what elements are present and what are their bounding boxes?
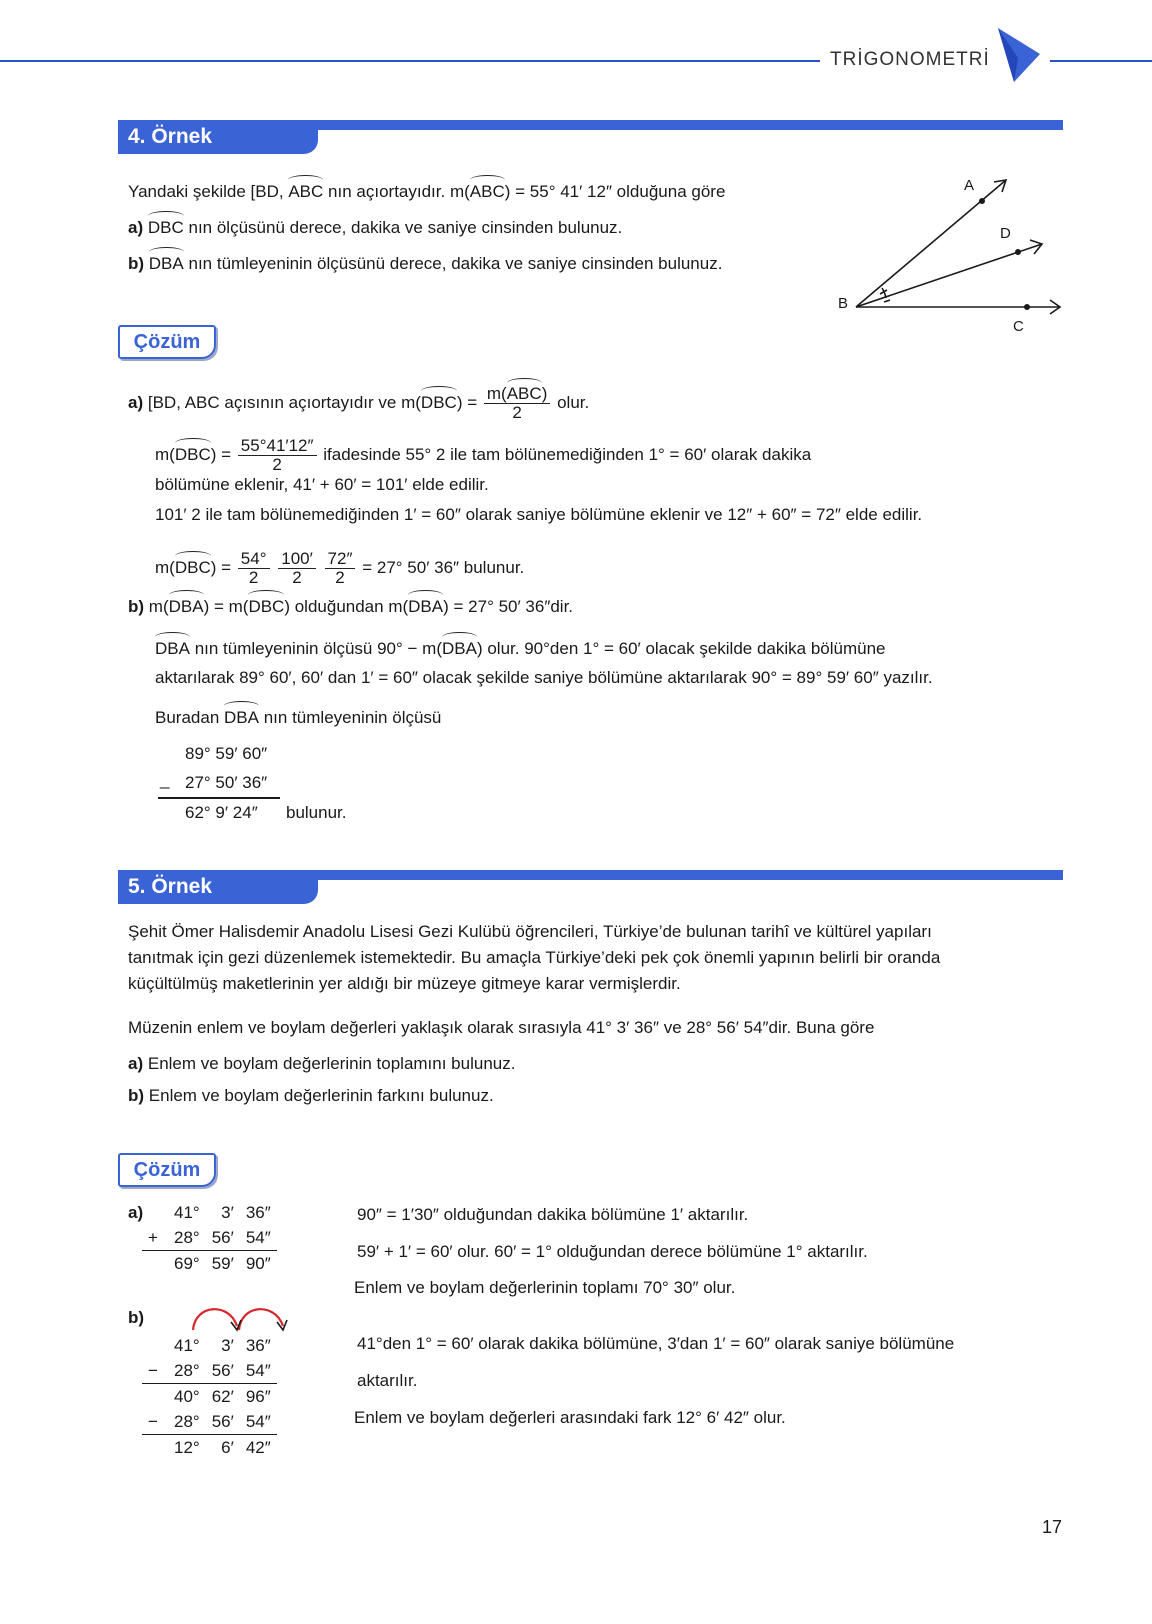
table-row: 69° 59′ 90″	[174, 1254, 271, 1273]
angle-figure	[830, 172, 1070, 342]
solution4-b-line3: aktarılarak 89° 60′, 60′ dan 1′ = 60″ olacak şekilde saniye bölümüne aktarılarak 90° = 89° 59′ 60″ yazılır.	[155, 668, 933, 687]
solution4-b-line1: b) m(DBA) = m(DBC) olduğundan m(DBA) = 27° 50′ 36″dir.	[128, 597, 574, 616]
carry-arrows-icon	[185, 1300, 295, 1334]
solution4-a-line3: bölümüne eklenir, 41′ + 60′ = 101′ elde edilir.	[155, 475, 489, 494]
solution5-heading: Çözüm	[118, 1153, 216, 1187]
table-row: 41° 3′ 36″	[174, 1336, 271, 1355]
example5-para-line1: Şehit Ömer Halisdemir Anadolu Lisesi Gezi Kulübü öğrencileri, Türkiye’de bulunan tarihî ve kültürel yapıları	[128, 922, 932, 941]
figure-label-D: D	[1000, 225, 1011, 242]
example5-question-a: a) Enlem ve boylam değerlerinin toplamını bulunuz.	[128, 1054, 516, 1073]
subtraction-row-2: 27° 50′ 36″	[185, 773, 268, 792]
table-row: 12° 6′ 42″	[174, 1438, 271, 1457]
solution5-a-text2: 59′ + 1′ = 60′ olur. 60′ = 1° olduğundan derece bölümüne 1° aktarılır.	[357, 1242, 868, 1261]
example4-rule	[280, 120, 1063, 130]
subtraction-row-1: 89° 59′ 60″	[185, 744, 268, 763]
example4-question-b: b) DBA nın tümleyeninin ölçüsünü derece, dakika ve saniye cinsinden bulunuz.	[128, 254, 723, 273]
solution5-a-text3: Enlem ve boylam değerlerinin toplamı 70° 30″ olur.	[354, 1278, 736, 1297]
solution4-a-line4: 101′ 2 ile tam bölünemediğinden 1′ = 60″ olarak saniye bölümüne eklenir ve 12″ + 60″ = 72″ elde edilir.	[155, 505, 923, 524]
figure-label-A: A	[964, 177, 975, 194]
example4-heading: 4. Örnek	[118, 120, 318, 154]
subtraction-rule	[158, 797, 280, 799]
example5-para-line3: küçültülmüş maketlerinin yer aldığı bir müzeye gitmeye karar vermişlerdir.	[128, 974, 681, 993]
example5-heading: 5. Örnek	[118, 870, 318, 904]
solution5-a-table	[142, 1200, 277, 1276]
solution5-b-label: b)	[128, 1308, 145, 1327]
logo-triangle-icon	[994, 24, 1044, 86]
solution4-b-line4: Buradan DBA nın tümleyeninin ölçüsü	[155, 708, 442, 727]
solution4-heading: Çözüm	[118, 325, 216, 359]
solution4-b-line2: DBA nın tümleyeninin ölçüsü 90° − m(DBA) olur. 90°den 1° = 60′ olacak şekilde dakika bölümüne	[155, 639, 886, 658]
page-number: 17	[1042, 1517, 1063, 1537]
subtraction-operator: _	[160, 770, 170, 789]
solution4-a-line5: m(DBC) = $\frac{54^\circ}{2}$ $\frac{100'}{2}$ $\frac{72''}{2}$ = 27° 50′ 36″ bulunur.	[155, 549, 525, 587]
header-rule-left	[0, 60, 820, 62]
solution5-b-text1: 41°den 1° = 60′ olarak dakika bölümüne, 3′dan 1′ = 60″ olarak saniye bölümüne	[357, 1334, 955, 1353]
solution4-a-line2: m(DBC) = $\frac{55^\circ 41'12''}{2}$ ifadesinde 55° 2 ile tam bölünemediğinden 1° = 60′ olarak dakika	[155, 436, 812, 474]
solution4-a-line1: a) [BD, ABC açısının açıortayıdır ve m(DBC) = $\frac{\text{m(ABC)}}{2}$ olur.	[128, 384, 590, 422]
header-title: TRİGONOMETRİ	[830, 49, 990, 70]
table-row: + 28° 56′ 54″	[142, 1225, 277, 1251]
solution5-a-text1: 90″ = 1′30″ olduğundan dakika bölümüne 1′ aktarılır.	[357, 1205, 749, 1224]
figure-label-C: C	[1013, 318, 1024, 335]
table-row: 41° 3′ 36″	[174, 1203, 271, 1222]
example5-rule	[280, 870, 1063, 880]
solution5-b-table	[142, 1333, 277, 1460]
table-row: 40° 62′ 96″	[174, 1387, 271, 1406]
figure-label-B: B	[838, 295, 849, 312]
table-row: − 28° 56′ 54″	[142, 1358, 277, 1384]
example4-question-a: a) DBC nın ölçüsünü derece, dakika ve saniye cinsinden bulunuz.	[128, 218, 623, 237]
solution5-b-text2: aktarılır.	[357, 1371, 418, 1390]
solution5-b-text3: Enlem ve boylam değerleri arasındaki fark 12° 6′ 42″ olur.	[354, 1408, 786, 1427]
example5-para-line2: tanıtmak için gezi düzenlemek istemektedir. Bu amaçla Türkiye’deki pek çok önemli yapının belirli bir oranda	[128, 948, 941, 967]
solution5-a-label: a)	[128, 1203, 144, 1222]
table-row: − 28° 56′ 54″	[142, 1409, 277, 1435]
subtraction-post: bulunur.	[286, 803, 347, 822]
subtraction-result: 62° 9′ 24″	[185, 803, 258, 822]
header-rule-right	[1050, 60, 1152, 62]
example5-para2: Müzenin enlem ve boylam değerleri yaklaşık olarak sırasıyla 41° 3′ 36″ ve 28° 56′ 54″dir. Buna göre	[128, 1018, 875, 1037]
example5-question-b: b) Enlem ve boylam değerlerinin farkını bulunuz.	[128, 1086, 494, 1105]
example4-intro: Yandaki şekilde [BD, ABC nın açıortayıdır. m(ABC) = 55° 41′ 12″ olduğuna göre	[128, 182, 726, 201]
